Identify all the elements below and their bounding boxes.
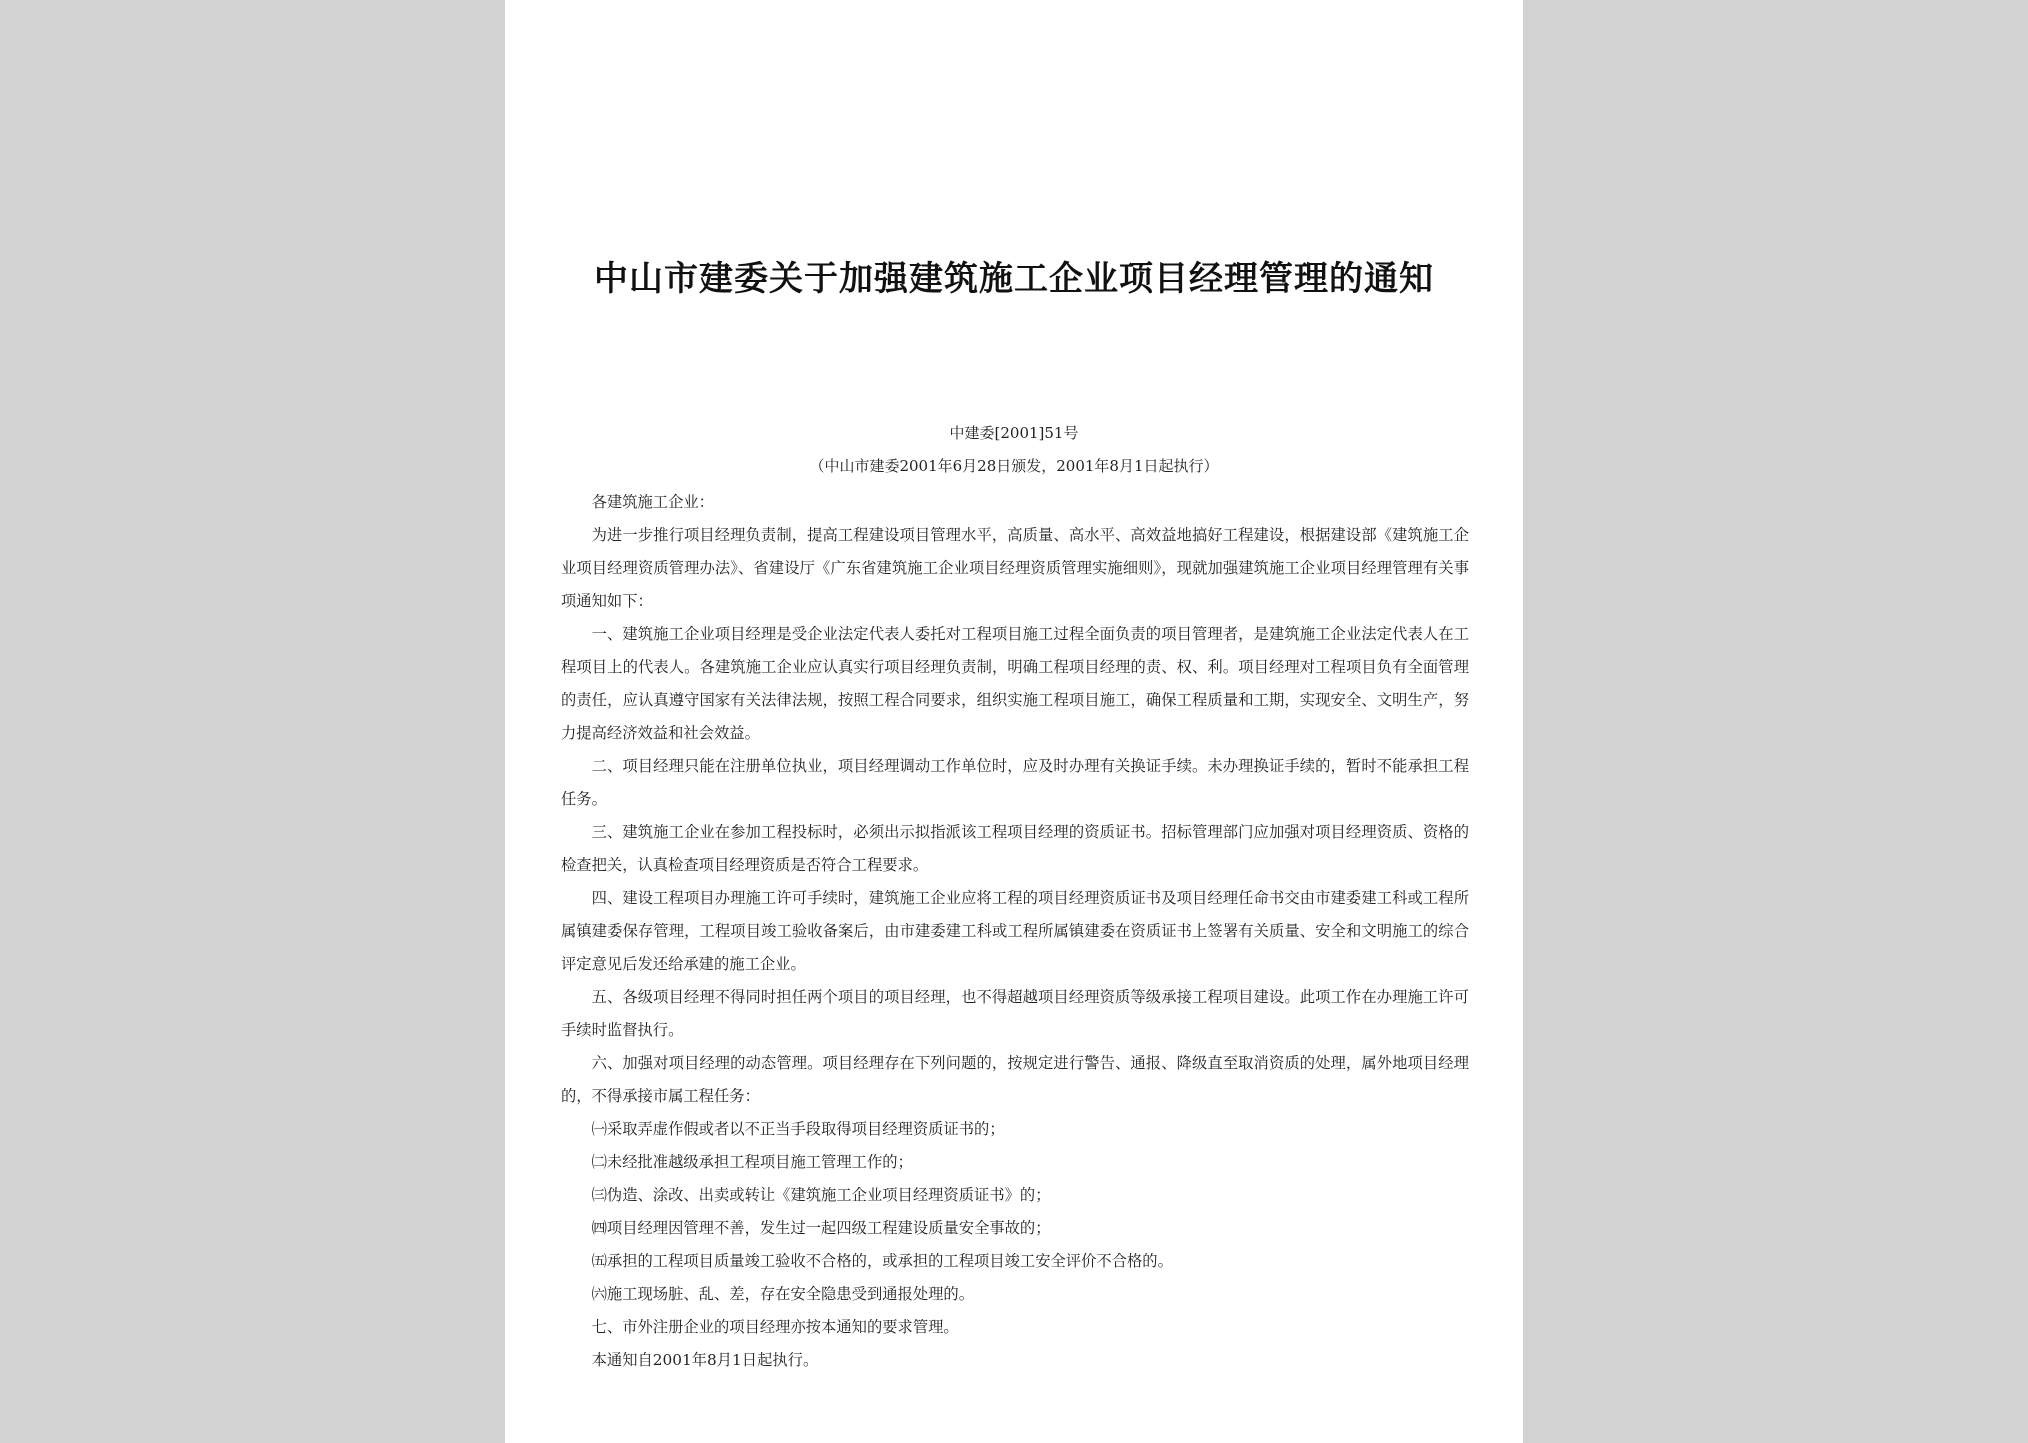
sub-item-1: ㈠采取弄虚作假或者以不正当手段取得项目经理资质证书的； — [591, 1120, 1005, 1138]
clause-3: 三、建筑施工企业在参加工程投标时，必须出示拟指派该工程项目经理的资质证书。招标管理部门应加强对项目经理资质、资格的检查把关，认真检查项目经理资质是否符合工程要求。 — [561, 823, 1469, 874]
clause-2: 二、项目经理只能在注册单位执业，项目经理调动工作单位时，应及时办理有关换证手续。未办理换证手续的，暂时不能承担工程任务。 — [561, 757, 1469, 808]
clause-1: 一、建筑施工企业项目经理是受企业法定代表人委托对工程项目施工过程全面负责的项目管理者，是建筑施工企业法定代表人在工程项目上的代表人。各建筑施工企业应认真实行项目经理负责制，明确工程项目经理的责、权、利。项目经理对工程项目负有全面管理的责任，应认真遵守国家有关法律法规，按照工程合同要求，组织实施工程项目施工，确保工程质量和工期，实现安全、文明生产，努力提高经济效益和社会效益。 — [561, 625, 1469, 742]
clause-7: 七、市外注册企业的项目经理亦按本通知的要求管理。 — [591, 1318, 959, 1336]
salutation: 各建筑施工企业： — [591, 493, 714, 511]
sub-item-2: ㈡未经批准越级承担工程项目施工管理工作的； — [591, 1153, 913, 1171]
clause-6: 六、加强对项目经理的动态管理。项目经理存在下列问题的，按规定进行警告、通报、降级直至取消资质的处理，属外地项目经理的，不得承接市属工程任务： — [561, 1054, 1469, 1105]
sub-item-3: ㈢伪造、涂改、出卖或转让《建筑施工企业项目经理资质证书》的； — [591, 1186, 1051, 1204]
document-page — [505, 0, 1523, 1443]
closing-line: 本通知自2001年8月1日起执行。 — [591, 1351, 819, 1369]
intro-paragraph: 为进一步推行项目经理负责制，提高工程建设项目管理水平，高质量、高水平、高效益地搞好工程建设，根据建设部《建筑施工企业项目经理资质管理办法》、省建设厅《广东省建筑施工企业项目经理资质管理实施细则》，现就加强建筑施工企业项目经理管理有关事项通知如下： — [561, 526, 1469, 610]
document-title: 中山市建委关于加强建筑施工企业项目经理管理的通知 — [594, 259, 1434, 299]
clause-4: 四、建设工程项目办理施工许可手续时，建筑施工企业应将工程的项目经理资质证书及项目经理任命书交由市建委建工科或工程所属镇建委保存管理，工程项目竣工验收备案后，由市建委建工科或工程所属镇建委在资质证书上签署有关质量、安全和文明施工的综合评定意见后发还给承建的施工企业。 — [561, 889, 1469, 973]
sub-item-6: ㈥施工现场脏、乱、差，存在安全隐患受到通报处理的。 — [591, 1285, 975, 1303]
issue-info: （中山市建委2001年6月28日颁发，2001年8月1日起执行） — [809, 457, 1219, 475]
sub-item-5: ㈤承担的工程项目质量竣工验收不合格的，或承担的工程项目竣工安全评价不合格的。 — [591, 1252, 1173, 1270]
document-body — [561, 486, 1469, 1377]
document-number: 中建委[2001]51号 — [949, 424, 1079, 442]
sub-item-4: ㈣项目经理因管理不善，发生过一起四级工程建设质量安全事故的； — [591, 1219, 1051, 1237]
clause-5: 五、各级项目经理不得同时担任两个项目的项目经理，也不得超越项目经理资质等级承接工程项目建设。此项工作在办理施工许可手续时监督执行。 — [561, 988, 1469, 1039]
